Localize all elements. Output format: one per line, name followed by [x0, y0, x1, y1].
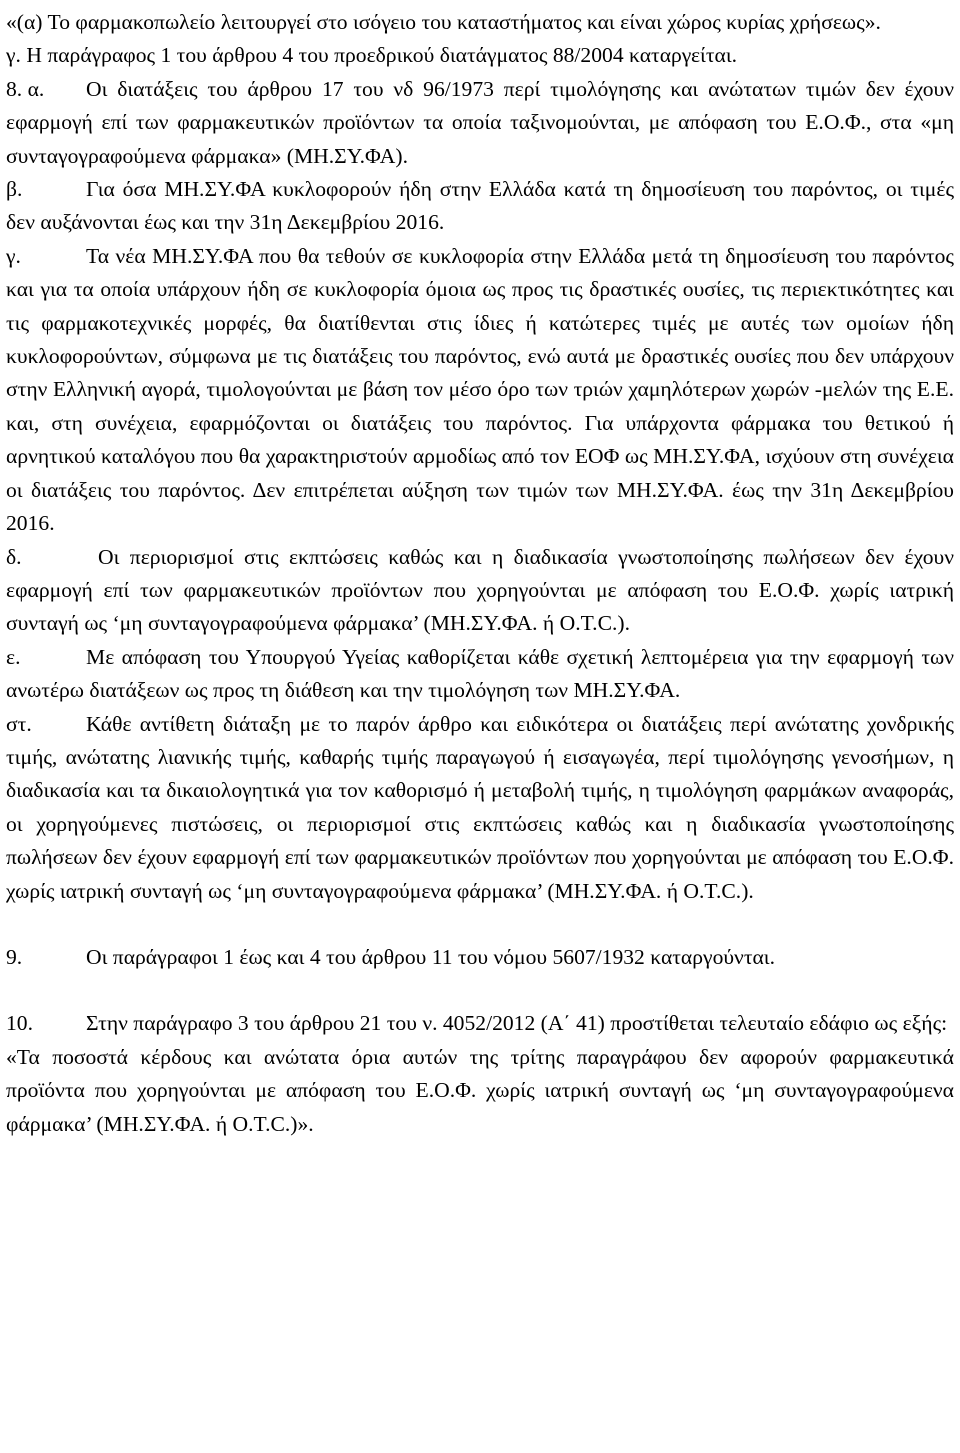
paragraph-number: 10. — [6, 1011, 33, 1036]
blank-line — [6, 974, 954, 1007]
paragraph-9 — [6, 941, 954, 974]
paragraph-number: δ. — [6, 544, 22, 569]
blank-line — [6, 908, 954, 941]
paragraph-8st — [6, 708, 954, 908]
paragraph-text: Κάθε αντίθετη διάταξη με το παρόν άρθρο και ειδικότερα οι διατάξεις περί ανώτατης χονδρικής τιμής, ανώτατης λιανικής τιμής, καθαρής τιμής παραγωγού ή εισαγωγέα, περί τιμολόγησης γενοσήμων, η διαδικασία και τα δικαιολογητικά για τον καθορισμό ή μεταβολή τιμής, η τιμολόγηση φαρμάκων αναφοράς, οι χορηγούμενες πιστώσεις, οι περιορισμοί στις εκπτώσεις καθώς και η διαδικασία γνωστοποίησης πωλήσεων δεν έχουν εφαρμογή επί των φαρμακευτικών προϊόντων που χορηγούνται με απόφαση του Ε.Ο.Φ. χωρίς ιατρική συνταγή ως ‘μη συνταγογραφούμενα φάρμακα’ (ΜΗ.ΣΥ.ΦΑ. ή Ο.Τ.C.). — [6, 711, 954, 903]
paragraph-text: Οι παράγραφοι 1 έως και 4 του άρθρου 11 του νόμου 5607/1932 καταργούνται. — [86, 944, 776, 969]
paragraph-text: Οι διατάξεις του άρθρου 17 του νδ 96/1973 περί τιμολόγησης και ανώτατων τιμών δεν έχουν εφαρμογή επί των φαρμακευτικών προϊόντων τα οποία ταξινομούνται, με απόφαση του Ε.Ο.Φ., στα «μη συνταγογραφούμενα φάρμακα» (ΜΗ.ΣΥ.ΦΑ). — [6, 76, 954, 168]
paragraph-7a-quote: «(α) Το φαρμακοπωλείο λειτουργεί στο ισόγειο του καταστήματος και είναι χώρος κυρίας χρήσεως». — [6, 10, 881, 34]
paragraph-number: 9. — [6, 944, 23, 969]
paragraph-10-quote: «Τα ποσοστά κέρδους και ανώτατα όρια αυτών της τρίτης παραγράφου δεν αφορούν φαρμακευτικά προϊόντα που χορηγούνται με απόφαση του Ε.Ο.Φ. χωρίς ιατρική συνταγή ως ‘μη συνταγογραφούμενα φάρμακα’ (ΜΗ.ΣΥ.ΦΑ. ή Ο.Τ.C.)». — [6, 1044, 954, 1136]
document-body — [6, 6, 954, 1141]
paragraph-text: Στην παράγραφο 3 του άρθρου 21 του ν. 4052/2012 (Α΄ 41) προστίθεται τελευταίο εδάφιο ως εξής: — [86, 1011, 948, 1036]
paragraph-number: β. — [6, 177, 23, 202]
paragraph-8a — [6, 73, 954, 173]
paragraph-text: Για όσα ΜΗ.ΣΥ.ΦΑ κυκλοφορούν ήδη στην Ελλάδα κατά τη δημοσίευση του παρόντος, οι τιμές δεν αυξάνονται έως και την 31η Δεκεμβρίου 2016. — [6, 177, 954, 235]
paragraph-8d — [6, 541, 954, 641]
paragraph-8c — [6, 240, 954, 541]
paragraph-10 — [6, 1007, 954, 1040]
paragraph-number: γ. — [6, 243, 21, 268]
paragraph-text: Τα νέα ΜΗ.ΣΥ.ΦΑ που θα τεθούν σε κυκλοφορία στην Ελλάδα μετά τη δημοσίευση του παρόντος και για τα οποία υπάρχουν ήδη σε κυκλοφορία όμοια ως προς τις δραστικές ουσίες, τις περιεκτικότητες και τις φαρμακοτεχνικές μορφές, θα διατίθενται στις ίδιες ή κατώτερες τιμές με αυτές των ομοίων ήδη κυκλοφορούντων, σύμφωνα με τις διατάξεις του παρόντος, ενώ αυτά με δραστικές ουσίες που δεν υπάρχουν στην Ελληνική αγορά, τιμολογούνται με βάση τον μέσο όρο των τριών χαμηλότερων χωρών -μελών της Ε.Ε. και, στη συνέχεια, εφαρμόζονται οι διατάξεις του παρόντος. Για υπάρχοντα φάρμακα του θετικού ή αρνητικού καταλόγου που θα χαρακτηριστούν αρμοδίως από τον ΕΟΦ ως ΜΗ.ΣΥ.ΦΑ, ισχύουν στη συνέχεια οι διατάξεις του παρόντος. Δεν επιτρέπεται αύξηση των τιμών των ΜΗ.ΣΥ.ΦΑ. έως την 31η Δεκεμβρίου 2016. — [6, 243, 954, 536]
paragraph-8b — [6, 173, 954, 240]
paragraph-number: στ. — [6, 711, 32, 736]
paragraph-gamma-repeal: γ. Η παράγραφος 1 του άρθρου 4 του προεδρικού διατάγματος 88/2004 καταργείται. — [6, 43, 738, 68]
paragraph-text: Με απόφαση του Υπουργού Υγείας καθορίζεται κάθε σχετική λεπτομέρεια για την εφαρμογή των ανωτέρω διατάξεων ως προς τη διάθεση και την τιμολόγηση των ΜΗ.ΣΥ.ΦΑ. — [6, 644, 954, 703]
paragraph-number: 8. α. — [6, 76, 45, 101]
paragraph-number: ε. — [6, 644, 21, 669]
paragraph-8e — [6, 641, 954, 708]
paragraph-text: Οι περιορισμοί στις εκπτώσεις καθώς και η διαδικασία γνωστοποίησης πωλήσεων δεν έχουν εφαρμογή επί των φαρμακευτικών προϊόντων που χορηγούνται με απόφαση του Ε.Ο.Φ. χωρίς ιατρική συνταγή ως ‘μη συνταγογραφούμενα φάρμακα’ (ΜΗ.ΣΥ.ΦΑ. ή Ο.Τ.C.). — [6, 544, 954, 636]
